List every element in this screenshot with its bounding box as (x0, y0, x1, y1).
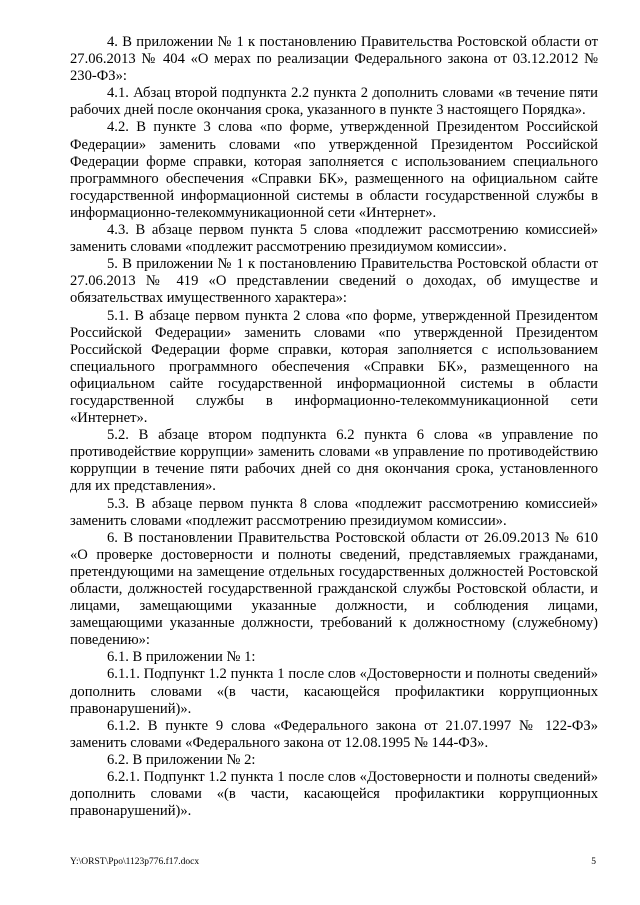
paragraph-6-1-1: 6.1.1. Подпункт 1.2 пункта 1 после слов «Достоверности и полноты сведений» дополнить словами «(в части, касающейся профилактики коррупционных правонарушений)». (70, 666, 598, 717)
paragraph-6-2: 6.2. В приложении № 2: (107, 751, 256, 768)
paragraph-5: 5. В приложении № 1 к постановлению Правительства Ростовской области от 27.06.2013 № 419 «О представлении сведений о доходах, об имуществе и обязательствах имущественного характера»: (70, 256, 598, 307)
paragraph-6: 6. В постановлении Правительства Ростовской области от 26.09.2013 № 610 «О проверке достоверности и полноты сведений, представляемых гражданами, претендующими на замещение отдельных государственных должностей Ростовской области, должностей государственной гражданской службы Ростовской области, и лицами, замещающими указанные должности, и соблюдения лицами, замещающими указанные должности, требований к должностному (служебному) поведению»: (70, 529, 598, 649)
paragraph-6-2-1: 6.2.1. Подпункт 1.2 пункта 1 после слов «Достоверности и полноты сведений» дополнить словами «(в части, касающейся профилактики коррупционных правонарушений)». (70, 769, 598, 820)
paragraph-5-3: 5.3. В абзаце первом пункта 8 слова «подлежит рассмотрению комиссией» заменить словами «подлежит рассмотрению президиумом комиссии». (70, 495, 598, 529)
document-body (70, 34, 598, 820)
paragraph-6-1: 6.1. В приложении № 1: (107, 649, 256, 666)
paragraph-6-1-2: 6.1.2. В пункте 9 слова «Федерального закона от 21.07.1997 № 122-ФЗ» заменить словами «Федерального закона от 12.08.1995 № 144-ФЗ». (70, 717, 598, 751)
paragraph-4-2: 4.2. В пункте 3 слова «по форме, утвержденной Президентом Российской Федерации» заменить словами «по утвержденной Президентом Российской Федерации форме справки, которая заполняется с использованием специального программного обеспечения «Справки БК», размещенного на официальном сайте государственной информационной системы в области государственной службы в информационно-телекоммуникационной сети «Интернет». (70, 119, 598, 221)
paragraph-4: 4. В приложении № 1 к постановлению Правительства Ростовской области от 27.06.2013 № 404 «О мерах по реализации Федерального закона от 03.12.2012 № 230-ФЗ»: (70, 34, 598, 85)
page-number: 5 (591, 857, 596, 867)
paragraph-4-3: 4.3. В абзаце первом пункта 5 слова «подлежит рассмотрению комиссией» заменить словами «подлежит рассмотрению президиумом комиссии». (70, 222, 598, 256)
paragraph-4-1: 4.1. Абзац второй подпункта 2.2 пункта 2 дополнить словами «в течение пяти рабочих дней после окончания срока, указанного в пункте 3 настоящего Порядка». (70, 85, 598, 119)
paragraph-5-1: 5.1. В абзаце первом пункта 2 слова «по форме, утвержденной Президентом Российской Федерации» заменить словами «по утвержденной Президентом Российской Федерации форме справки, которая заполняется с использованием специального программного обеспечения «Справки БК», размещенного на официальном сайте государственной информационной системы в области государственной службы в информационно-телекоммуникационной сети «Интернет». (70, 307, 598, 427)
footer-file-path: Y:\ORST\Ppo\1123p776.f17.docx (70, 857, 200, 867)
paragraph-5-2: 5.2. В абзаце втором подпункта 6.2 пункта 6 слова «в управление по противодействие коррупции» заменить словами «в управление по противодействию коррупции в течение пяти рабочих дней со дня окончания срока, установленного для их представления». (70, 427, 598, 495)
